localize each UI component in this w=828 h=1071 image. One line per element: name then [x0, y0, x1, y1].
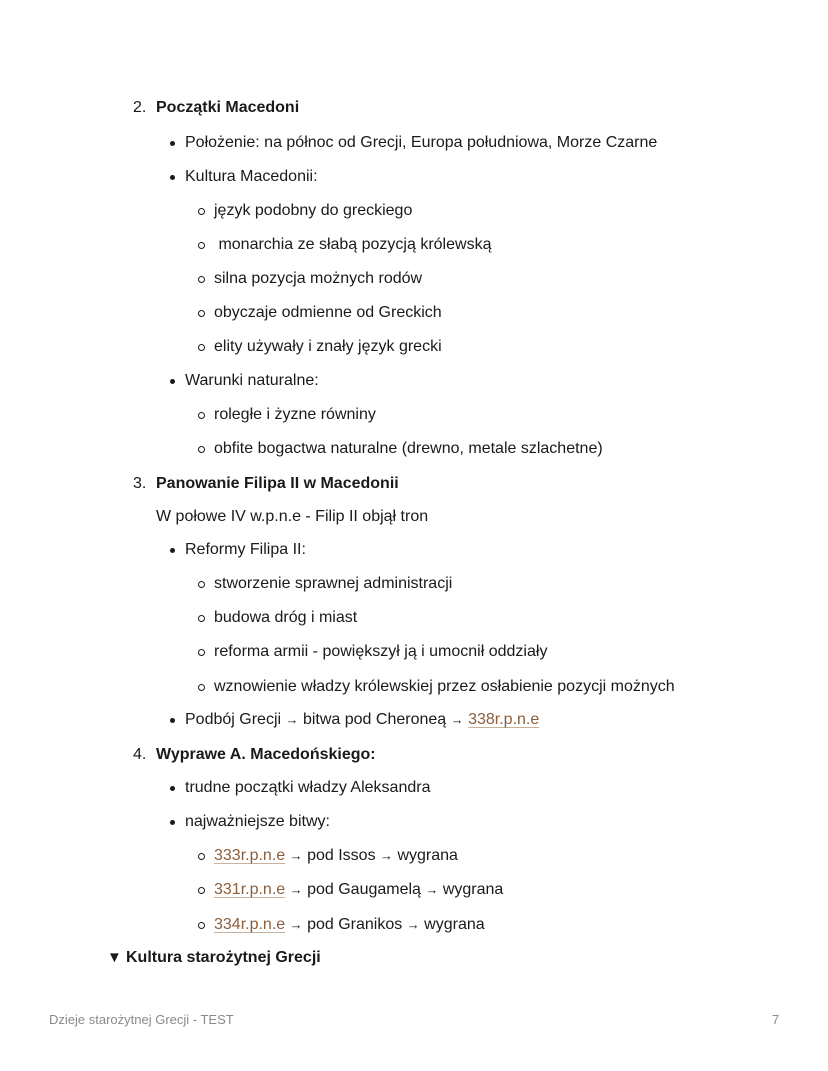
list-item: reforma armii - powiększył ją i umocnił oddziały: [214, 643, 548, 660]
bullet-circle: [198, 581, 205, 588]
section-number: 4.: [133, 746, 147, 763]
bullet-circle: [198, 208, 205, 215]
bullet-circle: [198, 344, 205, 351]
bullet-circle: [198, 887, 205, 894]
bullet-circle: [198, 412, 205, 419]
bullet-circle: [198, 922, 205, 929]
list-item: język podobny do greckiego: [214, 202, 413, 219]
bullet-disc: [170, 718, 175, 723]
bullet-disc: [170, 820, 175, 825]
list-item-text: bitwa pod Cheroneą: [302, 711, 447, 728]
toggle-triangle-icon[interactable]: ▼: [107, 949, 122, 966]
bullet-circle: [198, 242, 205, 249]
battle-place: pod Gaugamelą: [307, 881, 421, 898]
battle-result: wygrana: [442, 881, 504, 898]
arrow-icon: →: [285, 712, 299, 727]
list-item: elity używały i znały język grecki: [214, 338, 442, 355]
list-item: [185, 710, 539, 730]
footer-document-title: Dzieje starożytnej Grecji - TEST: [49, 1012, 234, 1027]
list-item: obfite bogactwa naturalne (drewno, metale szlachetne): [214, 440, 603, 457]
date-link[interactable]: 333r.p.n.e: [214, 847, 286, 864]
battle-place: pod Granikos: [307, 916, 403, 933]
list-item: wznowienie władzy królewskiej przez osłabienie pozycji możnych: [214, 678, 675, 695]
battle-place: pod Issos: [307, 847, 376, 864]
date-link[interactable]: 338r.p.n.e: [468, 711, 540, 728]
bullet-circle: [198, 853, 205, 860]
section-heading: Wyprawe A. Macedońskiego:: [156, 746, 376, 763]
list-item: Reformy Filipa II:: [185, 541, 306, 558]
battle-result: wygrana: [397, 847, 458, 864]
section-heading: Początki Macedoni: [156, 99, 300, 116]
arrow-icon: →: [380, 848, 394, 863]
date-link[interactable]: 331r.p.n.e: [214, 881, 286, 898]
section-number: 2.: [133, 99, 147, 116]
list-item: obyczaje odmienne od Greckich: [214, 304, 442, 321]
arrow-icon: →: [425, 882, 439, 897]
list-item: najważniejsze bitwy:: [185, 813, 330, 830]
list-item-text: Podbój Grecji: [185, 711, 282, 728]
bullet-disc: [170, 175, 175, 180]
list-item: Położenie: na północ od Grecji, Europa południowa, Morze Czarne: [185, 134, 658, 151]
list-item: Kultura Macedonii:: [185, 168, 318, 185]
date-link[interactable]: 334r.p.n.e: [214, 916, 286, 933]
bullet-circle: [198, 276, 205, 283]
bullet-disc: [170, 141, 175, 146]
bullet-disc: [170, 786, 175, 791]
footer-page-number: 7: [772, 1012, 780, 1027]
list-item: roległe i żyzne równiny: [214, 406, 376, 423]
bullet-circle: [198, 649, 205, 656]
bullet-circle: [198, 310, 205, 317]
list-item: [214, 880, 503, 900]
list-item: stworzenie sprawnej administracji: [214, 575, 453, 592]
list-item: silna pozycja możnych rodów: [214, 270, 423, 287]
list-item: trudne początki władzy Aleksandra: [185, 779, 431, 796]
paragraph: W połowe IV w.p.n.e - Filip II objął tron: [156, 508, 429, 525]
arrow-icon: →: [450, 712, 464, 727]
arrow-icon: →: [289, 848, 303, 863]
list-item: [214, 915, 485, 935]
bullet-disc: [170, 379, 175, 384]
battle-result: wygrana: [424, 916, 485, 933]
toggle-title[interactable]: Kultura starożytnej Grecji: [126, 949, 321, 966]
arrow-icon: →: [406, 917, 420, 932]
arrow-icon: →: [289, 917, 303, 932]
bullet-circle: [198, 684, 205, 691]
arrow-icon: →: [289, 882, 303, 897]
list-item: [214, 846, 458, 866]
bullet-disc: [170, 548, 175, 553]
list-item: monarchia ze słabą pozycją królewską: [214, 236, 492, 253]
list-item: Warunki naturalne:: [185, 372, 319, 389]
bullet-circle: [198, 446, 205, 453]
list-item: budowa dróg i miast: [214, 609, 358, 626]
section-heading: Panowanie Filipa II w Macedonii: [156, 475, 399, 492]
section-number: 3.: [133, 475, 147, 492]
bullet-circle: [198, 615, 205, 622]
